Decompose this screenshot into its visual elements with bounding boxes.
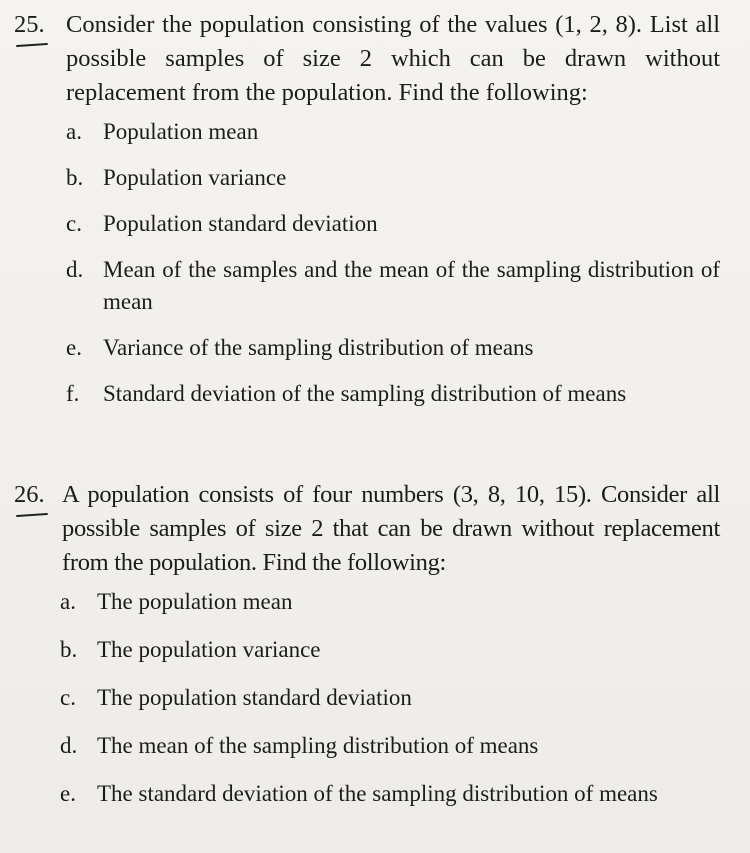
sub-question-letter: d.: [60, 733, 78, 758]
sub-question-d: [60, 730, 720, 762]
question-header: [14, 478, 720, 580]
question-text: Consider the population consisting of the values (1, 2, 8). List all possible samples of size 2 which can be drawn without replacement from the population. Find the following:: [66, 11, 720, 106]
sub-question-text: Population variance: [103, 165, 287, 190]
sub-question-e: [60, 778, 720, 810]
sub-question-letter: a.: [60, 589, 76, 614]
sub-question-text: Mean of the samples and the mean of the sampling distribution of mean: [103, 257, 720, 314]
question-26: [14, 478, 720, 826]
sub-question-text: Population mean: [103, 119, 259, 144]
question-number: 26.: [14, 478, 62, 512]
sub-question-text: Variance of the sampling distribution of means: [103, 335, 534, 360]
sub-question-text: The mean of the sampling distribution of means: [97, 733, 539, 758]
sub-question-b: [66, 162, 720, 194]
sub-question-b: [60, 634, 720, 666]
sub-question-a: [60, 586, 720, 618]
sub-question-letter: b.: [60, 637, 78, 662]
sub-question-letter: b.: [66, 165, 84, 190]
sub-question-d: [66, 254, 720, 318]
sub-question-letter: e.: [60, 781, 76, 806]
handwritten-underline-mark: [16, 43, 48, 47]
sub-question-list: [14, 116, 720, 410]
sub-question-f: [66, 378, 720, 410]
sub-question-letter: f.: [66, 381, 80, 406]
sub-question-letter: e.: [66, 335, 82, 360]
handwritten-underline-mark: [16, 513, 48, 517]
sub-question-text: The population mean: [97, 589, 293, 614]
question-text: A population consists of four numbers (3, 8, 10, 15). Consider all possible samples of size 2 that can be drawn without replacement from the population. Find the following:: [62, 481, 720, 576]
sub-question-text: The standard deviation of the sampling distribution of means: [97, 781, 658, 806]
sub-question-letter: a.: [66, 119, 82, 144]
sub-question-text: Population standard deviation: [103, 211, 378, 236]
sub-question-letter: c.: [60, 685, 76, 710]
sub-question-e: [66, 332, 720, 364]
sub-question-c: [60, 682, 720, 714]
sub-question-list: [14, 586, 720, 810]
sub-question-text: The population standard deviation: [97, 685, 412, 710]
sub-question-text: Standard deviation of the sampling distribution of means: [103, 381, 627, 406]
sub-question-c: [66, 208, 720, 240]
sub-question-letter: d.: [66, 257, 84, 282]
question-25: [14, 8, 720, 424]
sub-question-letter: c.: [66, 211, 82, 236]
sub-question-a: [66, 116, 720, 148]
sub-question-text: The population variance: [97, 637, 321, 662]
question-header: [14, 8, 720, 110]
question-number: 25.: [14, 8, 66, 42]
